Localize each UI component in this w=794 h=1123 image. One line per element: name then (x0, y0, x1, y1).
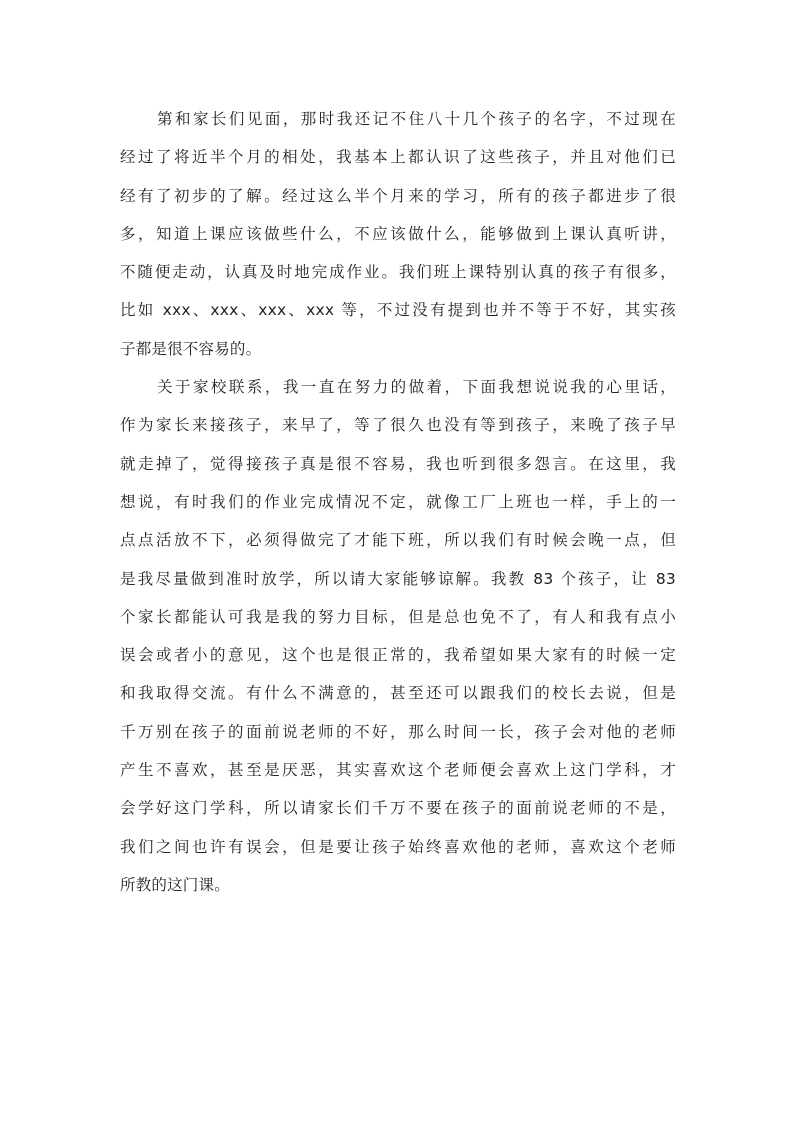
paragraph-line: 千万别在孩子的面前说老师的不好，那么时间一长，孩子会对他的老师 (120, 722, 676, 741)
paragraph-line: 是我尽量做到准时放学，所以请大家能够谅解。我教 83 个孩子，让 83 (120, 569, 676, 588)
paragraph-line: 多，知道上课应该做些什么，不应该做什么，能够做到上课认真听讲， (120, 224, 676, 243)
paragraph-line: 就走掉了，觉得接孩子真是很不容易，我也听到很多怨言。在这里，我 (120, 454, 676, 473)
paragraph-line: 比如 xxx、xxx、xxx、xxx 等，不过没有提到也并不等于不好，其实孩 (120, 301, 676, 320)
paragraph-line: 产生不喜欢，甚至是厌恶，其实喜欢这个老师便会喜欢上这门学科，才 (120, 761, 676, 780)
paragraph-line: 点点活放不下，必须得做完了才能下班，所以我们有时候会晚一点，但 (120, 531, 676, 550)
paragraph-line: 子都是很不容易的。 (120, 339, 262, 358)
paragraph-line: 我们之间也许有误会，但是要让孩子始终喜欢他的老师，喜欢这个老师 (120, 837, 676, 856)
paragraph-line: 个家长都能认可我是我的努力目标，但是总也免不了，有人和我有点小 (120, 607, 676, 626)
paragraph-line: 不随便走动，认真及时地完成作业。我们班上课特别认真的孩子有很多， (120, 263, 676, 282)
paragraph-2 (120, 368, 676, 904)
paragraph-line: 想说，有时我们的作业完成情况不定，就像工厂上班也一样，手上的一 (120, 492, 676, 511)
paragraph-line: 作为家长来接孩子，来早了，等了很久也没有等到孩子，来晚了孩子早 (120, 416, 676, 435)
paragraph-line: 所教的这门课。 (120, 875, 230, 894)
paragraph-1 (120, 100, 676, 368)
document-body (120, 100, 676, 904)
paragraph-line: 第和家长们见面，那时我还记不住八十几个孩子的名字，不过现在 (157, 110, 676, 128)
paragraph-line: 经过了将近半个月的相处，我基本上都认识了这些孩子，并且对他们已 (120, 148, 676, 167)
paragraph-line: 误会或者小的意见，这个也是很正常的，我希望如果大家有的时候一定 (120, 646, 676, 665)
paragraph-line: 经有了初步的了解。经过这么半个月来的学习，所有的孩子都进步了很 (120, 186, 676, 205)
paragraph-line: 关于家校联系，我一直在努力的做着，下面我想说说我的心里话， (157, 378, 676, 397)
paragraph-line: 和我取得交流。有什么不满意的，甚至还可以跟我们的校长去说，但是 (120, 684, 676, 703)
paragraph-line: 会学好这门学科，所以请家长们千万不要在孩子的面前说老师的不是， (120, 799, 676, 818)
